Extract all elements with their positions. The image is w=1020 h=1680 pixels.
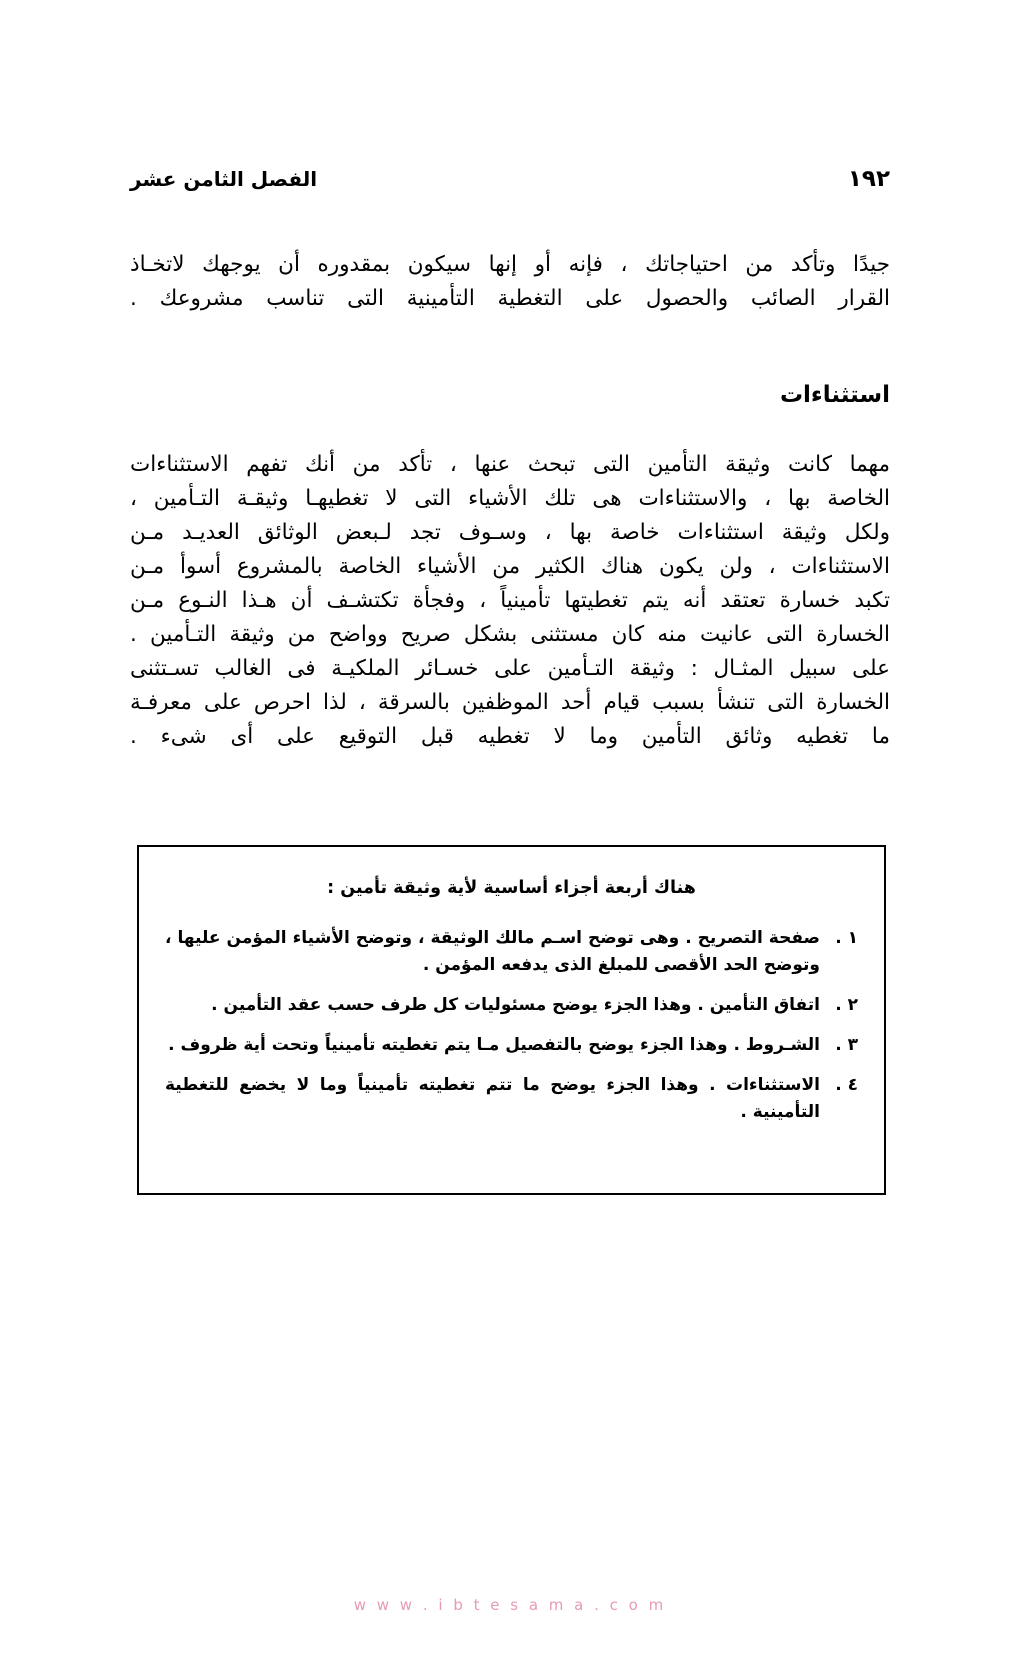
text-line: الخسارة التى عانيت منه كان مستثنى بشكل صريح وواضح من وثيقة التـأمين . [130,622,890,647]
text-line: الخسارة التى تنشأ بسبب قيام أحد الموظفين بالسرقة ، لذا احرص على معرفـة [130,690,890,715]
callout-list [165,925,858,1126]
callout-intro: هناك أربعة أجزاء أساسية لأية وثيقة تأمين : [327,878,696,898]
list-item [165,1032,858,1059]
section-heading: استثناءات [779,382,890,408]
list-item-text: الاستثناءات . وهذا الجزء يوضح ما تتم تغطيته تأمينياً وما لا يخضع للتغطية التأمينية . [165,1075,820,1122]
callout-box [137,845,886,1195]
text-line: ما تغطيه وثائق التأمين وما لا تغطيه قبل التوقيع على أى شىء . [130,724,890,749]
text-line: الاستثناءات ، ولن يكون هناك الكثير من الأشياء الخاصة بالمشروع أسوأ مـن [130,554,890,579]
running-head [130,168,890,191]
page-number: ١٩٢ [847,166,890,192]
list-item-marker: ١ . [835,928,858,948]
list-item-text: صفحة التصريح . وهى توضح اسـم مالك الوثيقة ، وتوضح الأشياء المؤمن عليها ، وتوضح الحد الأقصى للمبلغ الذى يدفعه المؤمن . [165,928,820,975]
list-item-text: الشـروط . وهذا الجزء يوضح بالتفصيل مـا يتم تغطيته تأمينياً وتحت أية ظروف . [168,1035,820,1055]
chapter-title: الفصل الثامن عشر [130,167,318,191]
text-line: على سبيل المثـال : وثيقة التـأمين على خسـائر الملكيـة فى الغالب تسـتثنى [130,656,890,681]
text-line: تكبد خسارة تعتقد أنه يتم تغطيتها تأمينياً ، وفجأة تكتشـف أن هـذا النـوع مـن [130,588,890,613]
list-item-marker: ٤ . [835,1075,858,1095]
text-line: مهما كانت وثيقة التأمين التى تبحث عنها ، تأكد من أنك تفهم الاستثناءات [130,452,890,477]
text-line: ولكل وثيقة استثناءات خاصة بها ، وسـوف تجد لـبعض الوثائق العديـد مـن [130,520,890,545]
list-item-text: اتفاق التأمين . وهذا الجزء يوضح مسئوليات كل طرف حسب عقد التأمين . [211,995,820,1015]
paragraph-text [130,448,890,754]
list-item-marker: ٢ . [835,995,858,1015]
list-item [165,925,858,979]
text-line: القرار الصائب والحصول على التغطية التأمينية التى تناسب مشروعك . [130,286,890,311]
list-item-marker: ٣ . [835,1035,858,1055]
list-item [165,992,858,1019]
paragraph-text [130,248,890,316]
text-line: جيدًا وتأكد من احتياجاتك ، فإنه أو إنها سيكون بمقدوره أن يوجهك لاتخـاذ [130,252,890,277]
text-line: الخاصة بها ، والاستثناءات هى تلك الأشياء التى لا تغطيهـا وثيقـة التـأمين ، [130,486,890,511]
intro-paragraph [130,248,890,316]
callout-box-inner [139,847,884,1126]
footer-watermark: w w w . i b t e s a m a . c o m [353,1596,667,1614]
main-paragraph [130,448,890,754]
list-item [165,1072,858,1126]
